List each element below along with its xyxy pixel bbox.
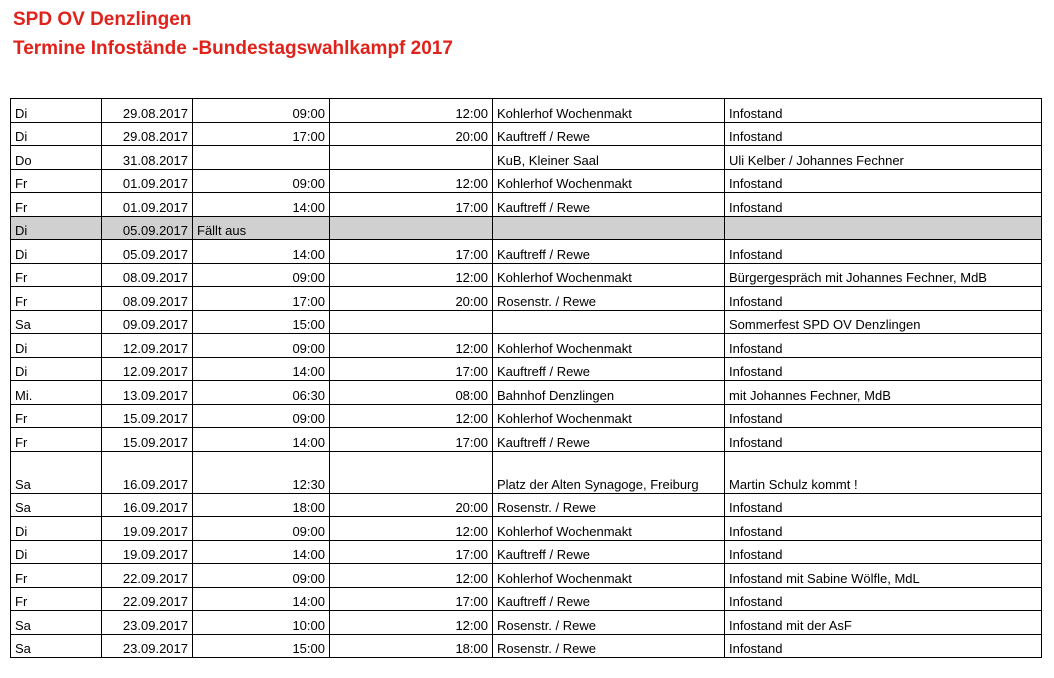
cell-start: 14:00 (193, 357, 330, 381)
cell-day: Di (11, 99, 102, 123)
cell-note: mit Johannes Fechner, MdB (725, 381, 1042, 405)
cell-end (330, 216, 493, 240)
cell-location: Kohlerhof Wochenmakt (493, 169, 725, 193)
cell-note (725, 216, 1042, 240)
table-row (11, 587, 1042, 611)
table-row (11, 169, 1042, 193)
table-row (11, 357, 1042, 381)
cell-start: 10:00 (193, 611, 330, 635)
cell-note: Infostand (725, 287, 1042, 311)
table-row (11, 611, 1042, 635)
cell-location: Rosenstr. / Rewe (493, 287, 725, 311)
cell-date: 31.08.2017 (102, 146, 193, 170)
cell-start (193, 146, 330, 170)
cell-location: Kohlerhof Wochenmakt (493, 517, 725, 541)
cell-note: Infostand (725, 587, 1042, 611)
cell-end: 12:00 (330, 263, 493, 287)
cell-end: 12:00 (330, 611, 493, 635)
cell-date: 23.09.2017 (102, 611, 193, 635)
cell-start: 09:00 (193, 263, 330, 287)
cell-location: Kauftreff / Rewe (493, 428, 725, 452)
cell-date: 05.09.2017 (102, 216, 193, 240)
cell-end: 12:00 (330, 99, 493, 123)
cell-location: Kohlerhof Wochenmakt (493, 99, 725, 123)
cell-note: Infostand (725, 122, 1042, 146)
cell-note: Infostand mit der AsF (725, 611, 1042, 635)
table-row (11, 381, 1042, 405)
cell-location: Kauftreff / Rewe (493, 357, 725, 381)
cell-date: 13.09.2017 (102, 381, 193, 405)
cell-day: Do (11, 146, 102, 170)
cell-date: 09.09.2017 (102, 310, 193, 334)
cell-date: 19.09.2017 (102, 517, 193, 541)
cell-day: Di (11, 122, 102, 146)
cell-start: 09:00 (193, 517, 330, 541)
table-row (11, 122, 1042, 146)
cell-day: Fr (11, 428, 102, 452)
document-subtitle: Termine Infostände -Bundestagswahlkampf 2017 (13, 38, 453, 59)
cell-end: 08:00 (330, 381, 493, 405)
cell-date: 23.09.2017 (102, 634, 193, 658)
cell-end: 17:00 (330, 587, 493, 611)
cell-end: 20:00 (330, 122, 493, 146)
cell-date: 01.09.2017 (102, 193, 193, 217)
cell-start: 14:00 (193, 540, 330, 564)
cell-start: 15:00 (193, 310, 330, 334)
cell-location: Rosenstr. / Rewe (493, 493, 725, 517)
cell-end: 12:00 (330, 564, 493, 588)
cell-start: 09:00 (193, 99, 330, 123)
cell-day: Di (11, 240, 102, 264)
cell-note: Infostand (725, 493, 1042, 517)
cell-end: 20:00 (330, 493, 493, 517)
cell-end (330, 451, 493, 493)
cell-day: Sa (11, 310, 102, 334)
cell-location: Platz der Alten Synagoge, Freiburg (493, 451, 725, 493)
cell-note: Infostand (725, 404, 1042, 428)
cell-end: 12:00 (330, 169, 493, 193)
table-row (11, 428, 1042, 452)
table-row (11, 517, 1042, 541)
table-row (11, 634, 1042, 658)
cell-note: Bürgergespräch mit Johannes Fechner, MdB (725, 263, 1042, 287)
cell-location (493, 216, 725, 240)
table-row (11, 263, 1042, 287)
cell-day: Sa (11, 451, 102, 493)
table-row (11, 334, 1042, 358)
cell-note: Infostand (725, 99, 1042, 123)
cell-day: Fr (11, 263, 102, 287)
table-row (11, 146, 1042, 170)
cell-note: Martin Schulz kommt ! (725, 451, 1042, 493)
cell-day: Sa (11, 493, 102, 517)
cell-note: Uli Kelber / Johannes Fechner (725, 146, 1042, 170)
cell-start: 09:00 (193, 334, 330, 358)
cell-location: Kohlerhof Wochenmakt (493, 404, 725, 428)
cell-end: 20:00 (330, 287, 493, 311)
cell-end: 12:00 (330, 404, 493, 428)
cell-date: 08.09.2017 (102, 263, 193, 287)
table-row (11, 287, 1042, 311)
cell-start: 14:00 (193, 587, 330, 611)
table-row (11, 540, 1042, 564)
cell-date: 29.08.2017 (102, 122, 193, 146)
cell-date: 15.09.2017 (102, 404, 193, 428)
cell-note: Infostand mit Sabine Wölfle, MdL (725, 564, 1042, 588)
cell-date: 16.09.2017 (102, 451, 193, 493)
cell-date: 08.09.2017 (102, 287, 193, 311)
cell-start: 15:00 (193, 634, 330, 658)
cell-day: Di (11, 334, 102, 358)
cell-date: 29.08.2017 (102, 99, 193, 123)
cell-end: 18:00 (330, 634, 493, 658)
cell-end: 17:00 (330, 240, 493, 264)
cell-note: Infostand (725, 169, 1042, 193)
cell-note: Infostand (725, 428, 1042, 452)
cell-note: Infostand (725, 517, 1042, 541)
cell-date: 16.09.2017 (102, 493, 193, 517)
cell-end: 17:00 (330, 428, 493, 452)
document-title: SPD OV Denzlingen (13, 9, 192, 30)
cell-day: Sa (11, 611, 102, 635)
table-row (11, 404, 1042, 428)
schedule-table (10, 98, 1042, 658)
cell-start: 17:00 (193, 287, 330, 311)
cell-location: Kohlerhof Wochenmakt (493, 263, 725, 287)
table-row (11, 493, 1042, 517)
cell-end: 17:00 (330, 357, 493, 381)
cell-date: 22.09.2017 (102, 564, 193, 588)
cell-start: 14:00 (193, 193, 330, 217)
cell-note: Infostand (725, 357, 1042, 381)
cell-date: 15.09.2017 (102, 428, 193, 452)
table-row (11, 564, 1042, 588)
cell-day: Fr (11, 587, 102, 611)
cell-note: Infostand (725, 634, 1042, 658)
cell-day: Fr (11, 564, 102, 588)
cell-start: Fällt aus (193, 216, 330, 240)
cell-end: 17:00 (330, 540, 493, 564)
table-row (11, 310, 1042, 334)
table-row (11, 99, 1042, 123)
cell-end (330, 146, 493, 170)
cell-end: 12:00 (330, 334, 493, 358)
cell-day: Fr (11, 404, 102, 428)
cell-location: Kauftreff / Rewe (493, 540, 725, 564)
cell-note: Infostand (725, 540, 1042, 564)
cell-end: 12:00 (330, 517, 493, 541)
cell-day: Sa (11, 634, 102, 658)
cell-start: 09:00 (193, 564, 330, 588)
cell-start: 14:00 (193, 428, 330, 452)
schedule-body (11, 99, 1042, 658)
cell-location: Kauftreff / Rewe (493, 587, 725, 611)
cell-start: 09:00 (193, 169, 330, 193)
cell-location: Kohlerhof Wochenmakt (493, 564, 725, 588)
table-row (11, 216, 1042, 240)
cell-day: Fr (11, 169, 102, 193)
cell-date: 12.09.2017 (102, 334, 193, 358)
cell-end (330, 310, 493, 334)
cell-note: Infostand (725, 240, 1042, 264)
cell-date: 01.09.2017 (102, 169, 193, 193)
cell-location: Kohlerhof Wochenmakt (493, 334, 725, 358)
cell-day: Fr (11, 287, 102, 311)
cell-location: Bahnhof Denzlingen (493, 381, 725, 405)
cell-start: 09:00 (193, 404, 330, 428)
cell-location: Kauftreff / Rewe (493, 240, 725, 264)
cell-start: 17:00 (193, 122, 330, 146)
cell-day: Di (11, 216, 102, 240)
cell-note: Infostand (725, 193, 1042, 217)
cell-start: 18:00 (193, 493, 330, 517)
cell-note: Sommerfest SPD OV Denzlingen (725, 310, 1042, 334)
table-row (11, 193, 1042, 217)
cell-end: 17:00 (330, 193, 493, 217)
cell-date: 05.09.2017 (102, 240, 193, 264)
cell-location: Kauftreff / Rewe (493, 193, 725, 217)
cell-location (493, 310, 725, 334)
table-row (11, 451, 1042, 493)
cell-start: 12:30 (193, 451, 330, 493)
cell-day: Fr (11, 193, 102, 217)
cell-start: 14:00 (193, 240, 330, 264)
cell-day: Di (11, 517, 102, 541)
cell-date: 22.09.2017 (102, 587, 193, 611)
cell-date: 12.09.2017 (102, 357, 193, 381)
table-row (11, 240, 1042, 264)
cell-note: Infostand (725, 334, 1042, 358)
cell-day: Mi. (11, 381, 102, 405)
cell-location: Kauftreff / Rewe (493, 122, 725, 146)
cell-location: Rosenstr. / Rewe (493, 611, 725, 635)
cell-location: Rosenstr. / Rewe (493, 634, 725, 658)
cell-date: 19.09.2017 (102, 540, 193, 564)
cell-location: KuB, Kleiner Saal (493, 146, 725, 170)
cell-day: Di (11, 357, 102, 381)
cell-start: 06:30 (193, 381, 330, 405)
cell-day: Di (11, 540, 102, 564)
